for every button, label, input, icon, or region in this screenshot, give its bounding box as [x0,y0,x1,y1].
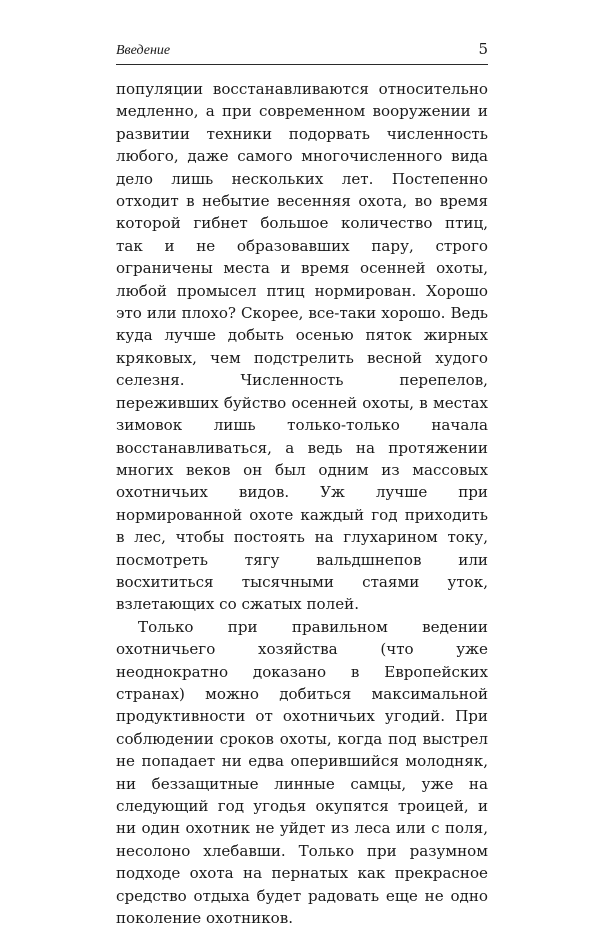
header-rule [116,64,488,65]
running-head [116,38,488,60]
section-title: Введение [116,43,171,58]
book-page [116,38,488,929]
paragraph-1: популяции восстанавливаются относительно медленно, а при современном вооружении и развитии техники подорвать численность любого, даже самого многочисленного вида дело лишь нескольких лет. Постепенно отходит в небытие весенняя охота, во время которой гибнет большое количество птиц, так и не образовавших пару, строго ограничены места и время осенней охоты, любой промысел птиц нормирован. Хорошо это или плохо? Скорее, все-таки хорошо. Ведь куда лучше добыть осенью пяток жирных кряковых, чем подстрелить весной худого селезня. Численность перепелов, переживших буйство осенней охоты, в местах зимовок лишь только-только начала восстанавливаться, а ведь на протяжении многих веков он был одним из массовых охотничьих видов. Уж лучше при нормированной охоте каждый год приходить в лес, чтобы постоять на глухарином току, посмотреть тягу вальдшнепов или восхититься тысячными стаями уток, взлетающих со сжатых полей. [116,80,488,614]
paragraph-2: Только при правильном ведении охотничьего хозяйства (что уже неоднократно доказано в Европейских странах) можно добиться максимальной продуктивности от охотничьих угодий. При соблюдении сроков охоты, когда под выстрел не попадает ни едва оперившийся молодняк, ни беззащитные линные самцы, уже на следующий год угодья окупятся троицей, и ни один охотник не уйдет из леса или с поля, несолоно хлебавши. Только при разумном подходе охота на пернатых как прекрасное средство отдыха будет радовать еще не одно поколение охотников. [116,617,488,928]
page-number: 5 [478,40,488,58]
body-text [116,78,488,929]
